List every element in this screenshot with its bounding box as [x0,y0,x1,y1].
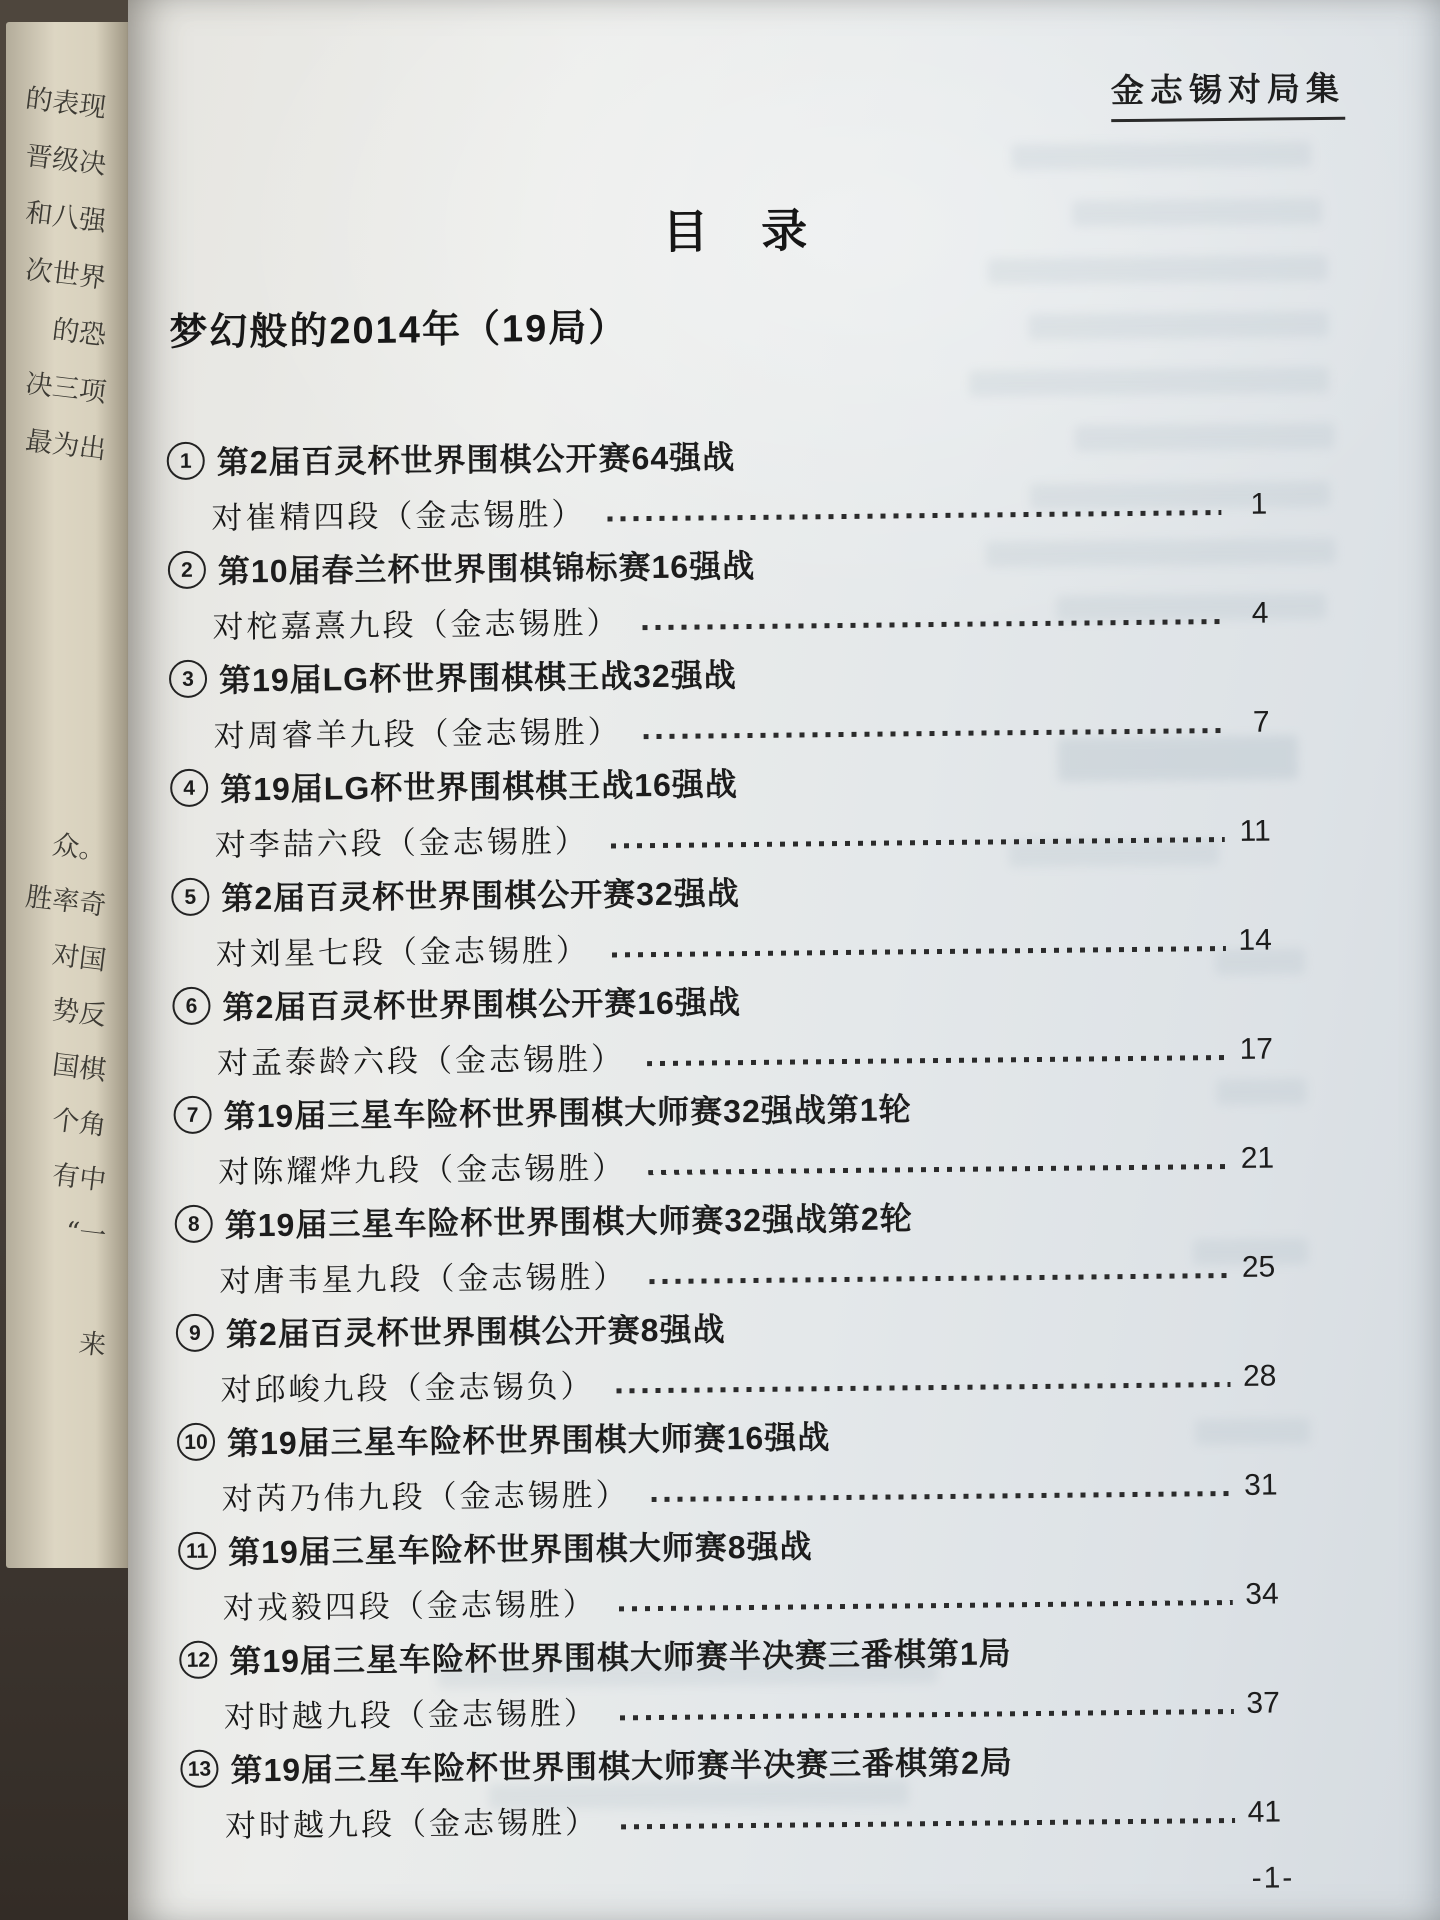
text-fragment: 晋级决 [23,140,108,181]
entry-title: 第10届春兰杯世界围棋锦标赛16强战 [217,547,756,590]
entry-page-number: 11 [1239,814,1271,848]
entry-page-number: 7 [1252,705,1270,739]
entry-title: 第19届三星车险杯世界围棋大师赛32强战第1轮 [223,1091,912,1135]
entry-opponent: 对孟泰龄六段（金志锡胜） [216,1041,626,1082]
text-fragment: 众。 [50,829,108,867]
text-fragment: 对国 [50,939,108,977]
entry-page-number: 41 [1247,1794,1282,1829]
entry-page-number: 17 [1239,1032,1274,1066]
bleed-through-smudge [988,255,1328,285]
text-fragment: 国棋 [50,1049,108,1087]
entry-circled-number: 2 [168,551,206,589]
footer-page-number: -1- [1251,1861,1295,1895]
entry-title: 第2届百灵杯世界围棋公开赛64强战 [216,439,736,481]
entry-opponent: 对刘星七段（金志锡胜） [215,932,591,973]
entry-circled-number: 11 [178,1532,216,1570]
entry-title: 第19届LG杯世界围棋棋王战32强战 [218,657,737,699]
dot-leader [647,1055,1227,1066]
toc-list [166,422,1281,1850]
toc-entry [171,858,1272,979]
entry-page-number: 37 [1246,1685,1280,1720]
entry-opponent: 对邱峻九段（金志锡负） [220,1368,595,1409]
bleed-through-smudge [1072,198,1322,227]
toc-entry [173,1076,1274,1197]
entry-page-number: 31 [1243,1467,1278,1502]
dot-leader [620,1709,1234,1720]
entry-title: 第19届三星车险杯世界围棋大师赛32强战第2轮 [224,1200,913,1244]
entry-page-number: 1 [1250,487,1268,521]
entry-circled-number: 10 [177,1423,215,1461]
entry-title: 第19届三星车险杯世界围棋大师赛半决赛三番棋第1局 [229,1635,1012,1680]
entry-opponent: 对时越九段（金志锡胜） [223,1695,599,1736]
running-header: 金志锡对局集 [1111,63,1346,122]
entry-circled-number: 6 [172,987,210,1025]
toc-entry [178,1511,1279,1632]
entry-title: 第19届三星车险杯世界围棋大师赛16强战 [226,1419,831,1462]
entry-title: 第19届LG杯世界围棋棋王战16强战 [220,766,739,808]
toc-entry [166,422,1267,543]
bleed-through-smudge [969,367,1329,397]
entry-opponent: 对陈耀烨九段（金志锡胜） [218,1150,627,1191]
entry-opponent: 对柁嘉熹九段（金志锡胜） [212,605,621,646]
text-fragment: 最为出 [23,425,108,466]
facing-page-text-fragments-top [6,80,106,479]
entry-opponent: 对时越九段（金志锡胜） [224,1804,600,1845]
dot-leader [644,728,1224,739]
toc-entry [177,1403,1278,1524]
entry-opponent: 对戎毅四段（金志锡胜） [222,1586,597,1627]
entry-page-number: 34 [1245,1576,1279,1611]
toc-entry [176,1294,1277,1415]
entry-opponent: 对唐韦星九段（金志锡胜） [219,1259,628,1300]
entry-title: 第2届百灵杯世界围棋公开赛16强战 [222,984,742,1026]
entry-circled-number: 12 [179,1641,217,1679]
entry-page-number: 21 [1240,1141,1275,1175]
page-title: 目 录 [662,204,828,258]
toc-entry [179,1620,1280,1741]
dot-leader [648,1164,1228,1175]
entry-opponent: 对李喆六段（金志锡胜） [214,823,589,864]
dot-leader [616,1382,1230,1393]
toc-entry [172,967,1273,1088]
text-fragment: “一 [63,1216,108,1252]
entry-page-number: 28 [1242,1359,1277,1393]
entry-sub-row [181,1785,1281,1850]
text-fragment: 决三项 [23,368,108,409]
facing-page-text-fragments-bottom [6,824,106,1374]
dot-leader [611,837,1225,848]
dot-leader [612,946,1226,957]
dot-leader [621,1818,1235,1829]
entry-circled-number: 3 [169,660,207,698]
toc-page [128,0,1440,1920]
entry-opponent: 对周睿羊九段（金志锡胜） [213,714,622,755]
facing-page-edge [6,22,134,1568]
entry-title: 第19届三星车险杯世界围棋大师赛8强战 [228,1528,813,1571]
dot-leader [607,510,1221,521]
entry-circled-number: 13 [180,1750,218,1788]
entry-circled-number: 8 [175,1205,213,1243]
bleed-through-smudge [1028,311,1328,340]
entry-opponent: 对崔精四段（金志锡胜） [211,496,586,537]
entry-circled-number: 9 [176,1314,214,1352]
entry-title: 第19届三星车险杯世界围棋大师赛半决赛三番棋第2局 [230,1744,1014,1789]
dot-leader [619,1600,1233,1611]
toc-entry [180,1729,1281,1850]
bleed-through-smudge [1011,141,1311,170]
text-fragment: 次世界 [23,254,108,295]
text-fragment: 的恐 [50,314,108,352]
entry-page-number: 14 [1238,923,1273,957]
toc-entry [168,531,1269,652]
dot-leader [652,1491,1232,1502]
entry-circled-number: 5 [171,878,209,916]
section-heading: 梦幻般的2014年（19局） [169,307,629,355]
toc-entry [169,640,1270,761]
text-fragment: 胜率奇 [23,881,108,922]
entry-circled-number: 1 [167,442,205,480]
text-fragment: 和八强 [23,197,108,238]
entry-circled-number: 7 [173,1096,211,1134]
entry-title: 第2届百灵杯世界围棋公开赛8强战 [225,1311,726,1353]
toc-entry [170,749,1271,870]
entry-title: 第2届百灵杯世界围棋公开赛32强战 [221,875,740,917]
entry-page-number: 4 [1251,596,1269,630]
text-fragment: 有中 [50,1159,108,1197]
toc-entry [174,1185,1275,1306]
dot-leader [643,619,1223,630]
text-fragment: 的表现 [23,83,108,124]
text-fragment: 个角 [50,1104,108,1142]
text-fragment: 来 [77,1327,108,1362]
entry-circled-number: 4 [170,769,208,807]
dot-leader [649,1273,1229,1284]
entry-opponent: 对芮乃伟九段（金志锡胜） [221,1477,630,1518]
entry-page-number: 25 [1241,1250,1276,1284]
text-fragment: 势反 [50,994,108,1032]
